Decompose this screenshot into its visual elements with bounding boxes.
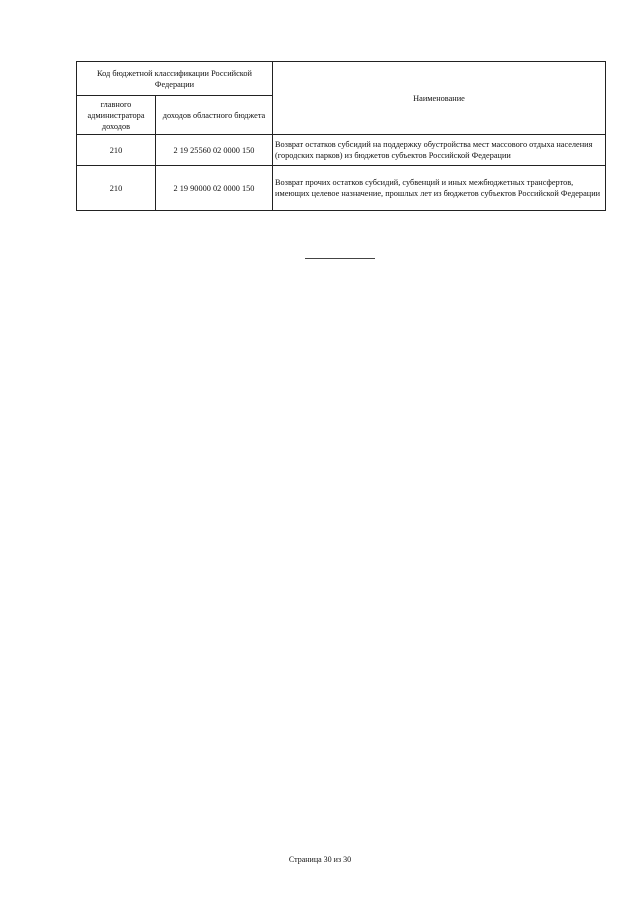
table-row (77, 166, 606, 211)
header-admin-cell: главного администратора доходов (77, 96, 156, 135)
section-divider (305, 258, 375, 259)
table-row (77, 135, 606, 166)
table-header-row (77, 62, 606, 96)
header-name-cell: Наименование (273, 62, 606, 135)
header-group-cell: Код бюджетной классификации Российской Федерации (77, 62, 273, 96)
row-name-cell: Возврат прочих остатков субсидий, субвенций и иных межбюджетных трансфертов, имеющих целевое назначение, прошлых лет из бюджетов субъектов Российской Федерации (273, 166, 606, 211)
row-code-cell: 2 19 25560 02 0000 150 (156, 135, 273, 166)
row-name-cell: Возврат остатков субсидий на поддержку обустройства мест массового отдыха населения (городских парков) из бюджетов субъектов Российской Федерации (273, 135, 606, 166)
row-admin-cell: 210 (77, 166, 156, 211)
header-code-cell: доходов областного бюджета (156, 96, 273, 135)
page-number: Страница 30 из 30 (288, 855, 352, 864)
row-code-cell: 2 19 90000 02 0000 150 (156, 166, 273, 211)
budget-classification-table (76, 61, 606, 211)
row-admin-cell: 210 (77, 135, 156, 166)
